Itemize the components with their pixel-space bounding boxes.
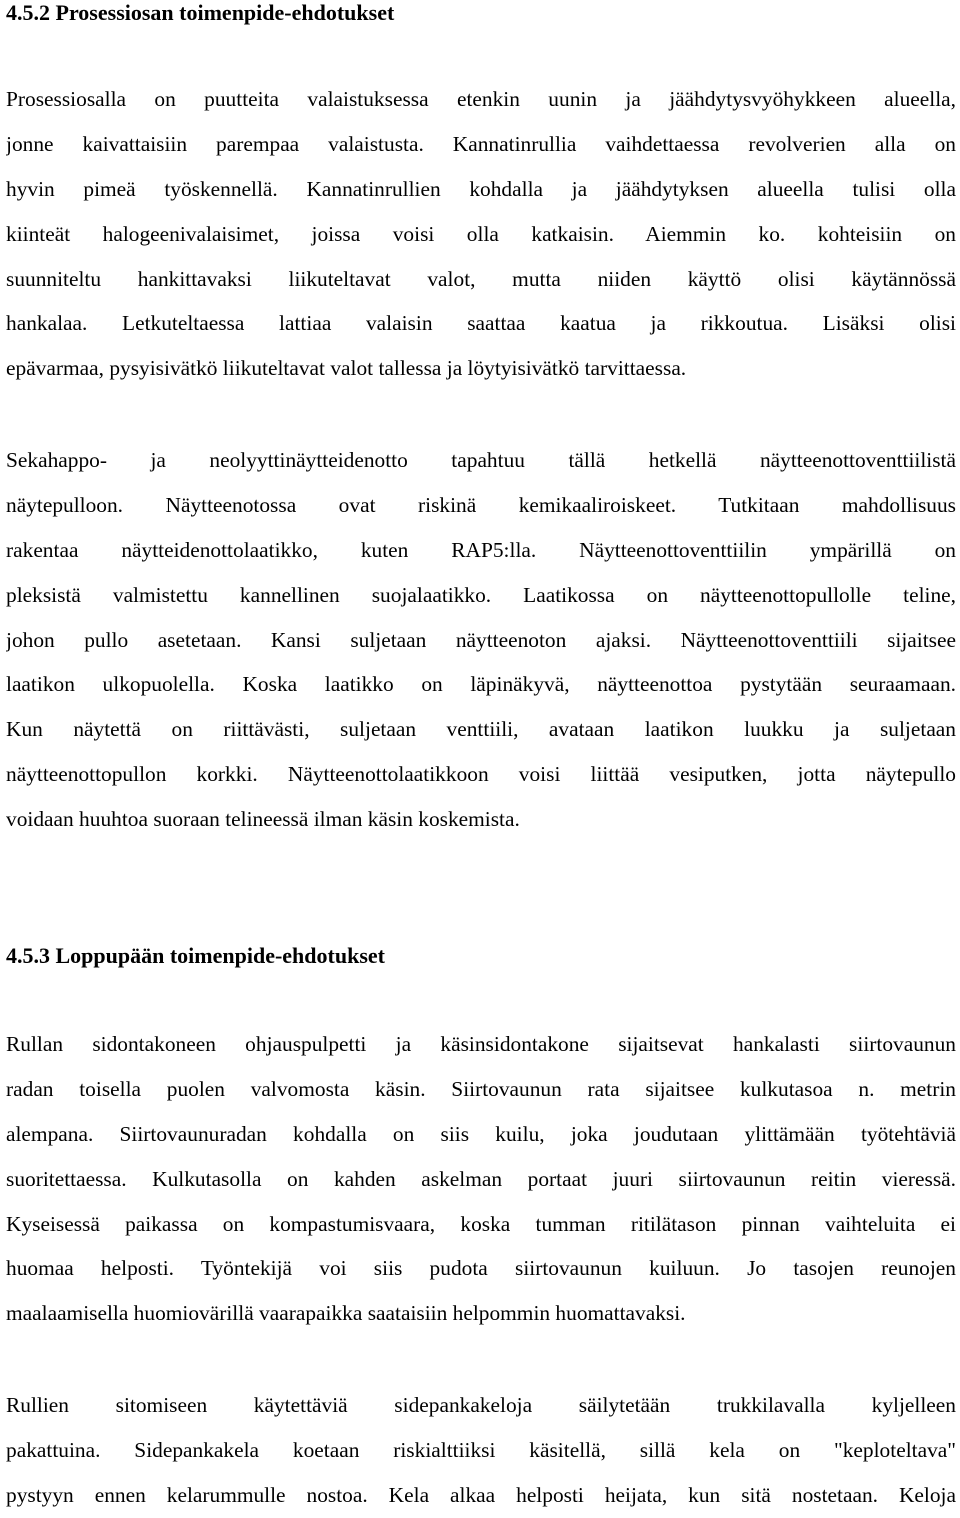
- text-line: laatikon ulkopuolella. Koska laatikko on läpinäkyvä, näytteenottoa pystytään seuraamaan.: [6, 672, 956, 697]
- text-line: Kun näytettä on riittävästi, suljetaan venttiili, avataan laatikon luukku ja suljetaan: [6, 717, 956, 742]
- text-line: hyvin pimeä työskennellä. Kannatinrullien kohdalla ja jäähdytyksen alueella tulisi olla: [6, 176, 956, 201]
- text-line: maalaamisella huomiovärillä vaarapaikka saataisiin helpommin huomattavaksi.: [6, 1301, 686, 1326]
- text-line: näytteenottopullon korkki. Näytteenottolaatikkoon voisi liittää vesiputken, jotta näytepullo: [6, 762, 956, 787]
- paragraph-binding-machine: [6, 1022, 956, 1336]
- text-line: pleksistä valmistettu kannellinen suojalaatikko. Laatikossa on näytteenottopullolle teline,: [6, 582, 956, 607]
- text-line: Rullan sidontakoneen ohjauspulpetti ja käsinsidontakone sijaitsevat hankalasti siirtovaunun: [6, 1032, 956, 1056]
- text-line: pakattuina. Sidepankakela koetaan riskialttiiksi käsitellä, sillä kela on "keploteltava": [6, 1437, 956, 1462]
- text-line: Sekahappo- ja neolyyttinäytteidenotto tapahtuu tällä hetkellä näytteenottoventtiilistä: [6, 448, 956, 472]
- paragraph-band-reels: [6, 1383, 956, 1518]
- text-line: suunniteltu hankittavaksi liikuteltavat valot, mutta niiden käyttö olisi käytännössä: [6, 266, 956, 291]
- text-line: pystyyn ennen kelarummulle nostoa. Kela alkaa helposti heijata, kun sitä nostetaan. Keloja: [6, 1482, 956, 1507]
- text-line: voidaan huuhtoa suoraan telineessä ilman käsin koskemista.: [6, 807, 520, 832]
- text-line: kiinteät halogeenivalaisimet, joissa voisi olla katkaisin. Aiemmin ko. kohteisiin on: [6, 221, 956, 246]
- text-line: epävarmaa, pysyisivätkö liikuteltavat valot tallessa ja löytyisivätkö tarvittaessa.: [6, 356, 687, 381]
- paragraph-lighting: [6, 77, 956, 391]
- text-line: näytepulloon. Näytteenotossa ovat riskinä kemikaaliroiskeet. Tutkitaan mahdollisuus: [6, 492, 956, 517]
- text-line: Rullien sitomiseen käytettäviä sidepankakeloja säilytetään trukkilavalla kyljelleen: [6, 1393, 956, 1417]
- text-line: johon pullo asetetaan. Kansi suljetaan näytteenoton ajaksi. Näytteenottoventtiili sijaitsee: [6, 627, 956, 652]
- section-heading-4-5-2: 4.5.2 Prosessiosan toimenpide-ehdotukset: [6, 0, 395, 25]
- text-line: alempana. Siirtovaunuradan kohdalla on siis kuilu, joka joudutaan ylittämään työtehtäviä: [6, 1121, 956, 1146]
- text-line: jonne kaivattaisiin parempaa valaistusta. Kannatinrullia vaihdettaessa revolverien alla on: [6, 131, 956, 156]
- text-line: Kyseisessä paikassa on kompastumisvaara, koska tumman ritilätason pinnan vaihteluita ei: [6, 1211, 956, 1236]
- text-line: rakentaa näytteidenottolaatikko, kuten RAP5:lla. Näytteenottoventtiilin ympärillä on: [6, 537, 956, 562]
- text-line: radan toisella puolen valvomosta käsin. Siirtovaunun rata sijaitsee kulkutasoa n. metrin: [6, 1076, 956, 1101]
- text-line: huomaa helposti. Työntekijä voi siis pudota siirtovaunun kuiluun. Jo tasojen reunojen: [6, 1256, 956, 1281]
- text-line: hankalaa. Letkuteltaessa lattiaa valaisin saattaa kaatua ja rikkoutua. Lisäksi olisi: [6, 311, 956, 336]
- section-heading-4-5-3: 4.5.3 Loppupään toimenpide-ehdotukset: [6, 943, 385, 968]
- text-line: Prosessiosalla on puutteita valaistuksessa etenkin uunin ja jäähdytysvyöhykkeen alueella,: [6, 87, 956, 111]
- text-line: suoritettaessa. Kulkutasolla on kahden askelman portaat juuri siirtovaunun reitin vieressä.: [6, 1166, 956, 1191]
- paragraph-sampling: [6, 438, 956, 842]
